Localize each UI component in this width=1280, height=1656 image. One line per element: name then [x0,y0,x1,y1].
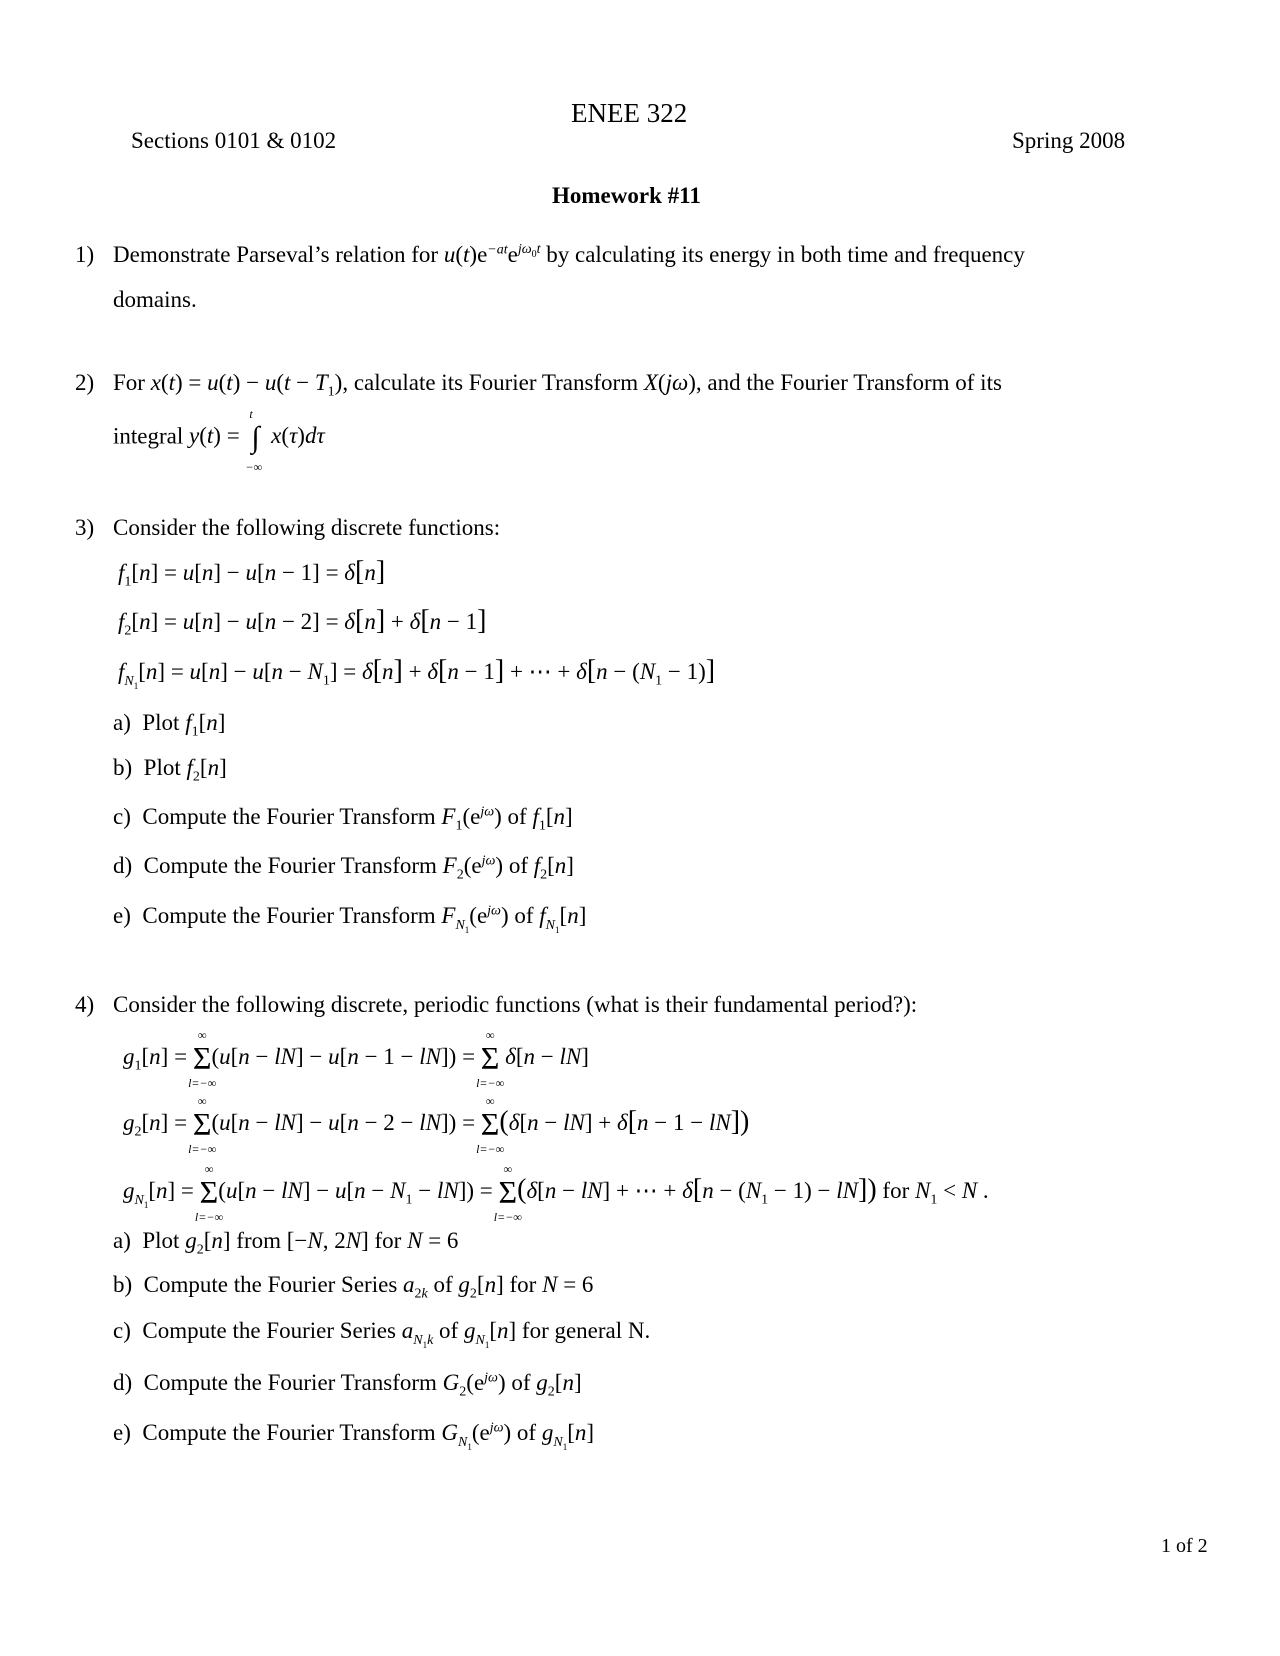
item-tail: for general N. [521,1318,651,1343]
problem-4-intro: Consider the following discrete, periodic functions (what is their fundamental period?): [113,992,918,1017]
term-label: Spring 2008 [1012,128,1126,153]
sections-label: Sections 0101 & 0102 [131,128,337,153]
of-word: of [433,1272,453,1297]
problem-4-eq-gn1: $g_{N_1}[n]$ = ∞ Σ l=−∞ $(u[n - lN] - u[n - N_1 - lN])$ = ∞ Σ l=−∞ (δ[n − lN] + ⋯ + $\delta[n - (N_1 - 1) - lN]$) for $N_1 < N$ . [123,1162,989,1225]
of-word: of [516,1420,537,1445]
item-math: $g_2[n]$ [185,1228,231,1258]
problem-1-lead: Demonstrate Parseval’s relation for [113,242,439,267]
item-label: c) [113,804,131,829]
of-word: of [508,853,528,878]
problem-1-number: 1) [75,242,95,267]
problem-3-item-b [113,755,227,785]
item-math: $G_2(e^{j\omega})$ [442,1370,506,1400]
item-text: Compute the Fourier Series [143,1272,398,1297]
problem-2-line-1 [113,370,1002,400]
for-word: for [509,1272,537,1297]
item-math: $F_1(e^{j\omega})$ [441,804,502,834]
item-text: Compute the Fourier Transform [142,804,436,829]
course-title: ENEE 322 [571,98,688,128]
item-label: e) [113,903,131,928]
item-math-3: N = 6 [407,1228,459,1253]
item-math-2: $g_{N_1}[n]$ [463,1318,517,1350]
item-label: a) [113,1228,131,1253]
condition-math: $N_1 < N$ . [915,1178,989,1208]
problem-3-eq-f2: $f_2[n] = u[n] - u[n - 2] = \delta[n] + \delta[n - 1]$ [118,605,487,639]
problem-4-item-b [113,1272,594,1302]
problem-1-tail: by calculating its energy in both time and frequency [546,242,1025,267]
item-math: $f_1[n]$ [185,710,226,740]
item-math: $G_{N_1}(e^{j\omega})$ [441,1420,512,1452]
problem-4-eq-g2: $g_2[n]$ = ∞ Σ l=−∞ (u[n − lN] − u[n − 2 − lN]) = ∞ Σ l=−∞ (δ[n − lN] + δ[n − 1 − lN]) [123,1094,750,1157]
item-text: Compute the Fourier Transform [143,853,437,878]
item-math-2: [−N, 2N] [286,1228,369,1253]
problem-2-transform-symbol: X(jω) [643,370,696,395]
problem-2-integral-label: integral [113,423,184,449]
item-math: $F_2(e^{j\omega})$ [442,853,504,883]
of-word: of [507,804,527,829]
problem-2-signal-equation: $x(t) = u(t) - u(t - T_1)$ [150,370,343,400]
item-text: Plot [142,710,180,735]
item-label: d) [113,853,133,878]
item-text: Compute the Fourier Transform [143,1370,437,1395]
problem-2-line-2 [113,407,325,474]
problem-1-line-1 [113,242,1025,268]
problem-3-eq-f1: $f_1[n] = u[n] - u[n - 1] = \delta[n]$ [118,556,386,590]
item-text: Compute the Fourier Transform [142,1420,436,1445]
problem-4-item-a [113,1228,459,1258]
problem-2-number: 2) [75,370,95,395]
item-label: b) [113,755,133,780]
item-text: Plot [142,1228,180,1253]
for-word: for [882,1178,910,1203]
of-word: of [511,1370,531,1395]
problem-4-eq-g1: $g_1[n]$ = ∞ Σ l=−∞ (u[n − lN] − u[n − 1 − lN]) = ∞ Σ l=−∞ δ[n − lN] [123,1028,589,1090]
problem-3-number: 3) [75,515,95,540]
item-math-3: N = 6 [542,1272,594,1297]
item-label: a) [113,710,131,735]
item-text: Compute the Fourier Transform [142,903,436,928]
problem-4-number: 4) [75,992,95,1017]
item-math-2: $g_2[n]$ [536,1370,582,1400]
problem-1-cont: domains. [113,287,197,312]
item-math: $f_2[n]$ [186,755,227,785]
item-math-2: $g_{N_1}[n]$ [541,1420,595,1452]
item-label: b) [113,1272,133,1297]
item-math: $a_{N_1k}$ [401,1318,434,1350]
for-word: for [374,1228,402,1253]
problem-2-integral-equation: y(t) = t ∫ −∞ x(τ)dτ [189,407,325,474]
problem-3-item-c [113,804,573,834]
item-label: e) [113,1420,131,1445]
problem-4-item-d [113,1370,582,1400]
problem-3-item-d [113,853,574,883]
item-math-2: $f_{N_1}[n]$ [539,903,587,935]
of-word: of [514,903,534,928]
from-word: from [236,1228,282,1253]
item-text: Compute the Fourier Series [142,1318,396,1343]
item-text: Plot [143,755,181,780]
page-number: 1 of 2 [1161,1535,1208,1557]
problem-3-eq-fn1: $f_{N_1}[n] = u[n] - u[n - N_1] = \delta[n] + \delta[n - 1]$ + ⋯ + $\delta[n - (N_1 - 1)]$ [118,655,716,691]
homework-title: Homework #11 [552,183,701,208]
item-math-2: $f_1[n]$ [532,804,573,834]
problem-4-item-e [113,1420,595,1452]
problem-1-signal-equation: $u(t)e^{-at}e^{j\omega_0t}$ [443,242,541,267]
problem-2-lead: For [113,370,145,395]
problem-3-intro: Consider the following discrete functions: [113,515,501,540]
item-math-2: $g_2[n]$ [458,1272,504,1302]
item-label: d) [113,1370,133,1395]
problem-2-tail: , and the Fourier Transform of its [695,370,1002,395]
item-math: $F_{N_1}(e^{j\omega})$ [441,903,509,935]
item-label: c) [113,1318,131,1343]
problem-3-item-e [113,903,587,935]
item-math: $a_{2k}$ [403,1272,428,1302]
problem-2-mid: , calculate its Fourier Transform [342,370,639,395]
problem-4-item-c [113,1318,651,1350]
problem-3-item-a [113,710,226,740]
item-math-2: $f_2[n]$ [533,853,574,883]
of-word: of [439,1318,459,1343]
